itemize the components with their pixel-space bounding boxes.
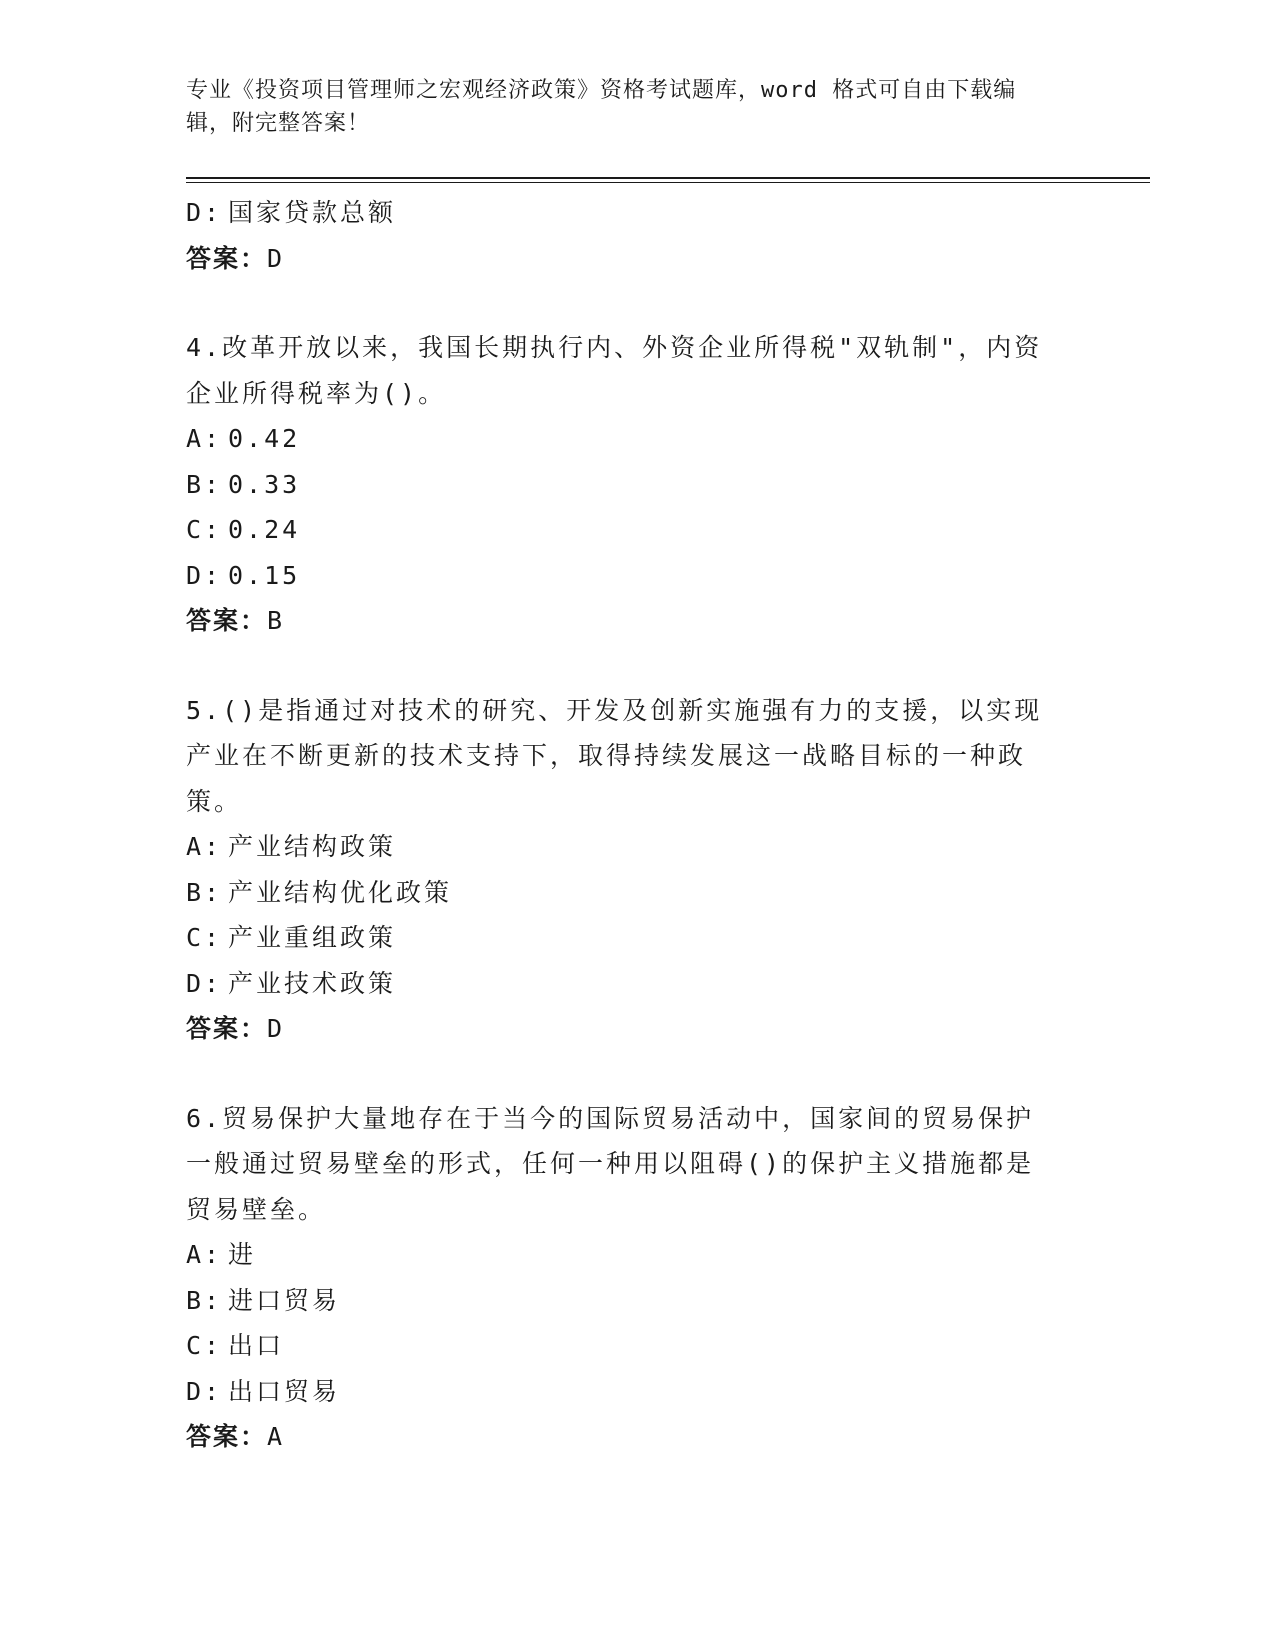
header-divider-thin [186,182,1150,183]
document-header [186,74,1066,140]
option-c [186,915,1066,961]
option-d [186,1369,1066,1415]
question-stem-line: 一般通过贸易壁垒的形式，任何一种用以阻碍()的保护主义措施都是 [186,1149,1035,1178]
header-line-2: 辑，附完整答案！ [186,111,371,136]
spacer [186,644,1066,688]
option-text: 产业结构政策 [228,832,397,861]
header-line-1: 专业《投资项目管理师之宏观经济政策》资格考试题库，word 格式可自由下载编 [186,78,1017,103]
option-text: 进 [228,1240,257,1269]
option-d [186,190,1066,236]
answer-label: 答案： [186,606,268,635]
question-stem-line: 6.贸易保护大量地存在于当今的国际贸易活动中，国家间的贸易保护 [186,1103,1035,1133]
option-text: 0.15 [228,560,301,590]
answer-value: A [267,1422,285,1451]
option-key: A: [186,424,223,453]
option-key: D: [186,968,223,998]
question-list [186,190,1066,1460]
option-b [186,1278,1066,1324]
header-divider-thick [186,177,1150,179]
question-stem-line: 5.()是指通过对技术的研究、开发及创新实施强有力的支援，以实现 [186,695,1043,725]
option-key: C: [186,515,223,544]
question-stem-line: 企业所得税率为()。 [186,378,447,408]
option-key: B: [186,1285,223,1315]
option-text: 国家贷款总额 [228,198,397,227]
option-key: A: [186,832,223,861]
question-stem-line: 4.改革开放以来，我国长期执行内、外资企业所得税"双轨制"，内资 [186,333,1043,362]
option-b [186,462,1066,508]
option-d [186,961,1066,1007]
option-key: D: [186,1376,223,1406]
option-a [186,824,1066,870]
option-key: B: [186,469,223,499]
option-key: D: [186,560,223,590]
option-a [186,1232,1066,1278]
question-6 [186,1096,1066,1460]
option-text: 0.24 [228,515,301,544]
option-c [186,507,1066,553]
answer-line [186,236,1066,282]
answer-value: D [267,1014,285,1043]
option-text: 产业技术政策 [228,968,397,998]
option-text: 出口 [228,1331,285,1360]
option-key: C: [186,1331,223,1360]
option-b [186,870,1066,916]
option-text: 产业结构优化政策 [228,877,453,907]
option-text: 0.33 [228,469,301,499]
option-key: C: [186,923,223,952]
question-5 [186,688,1066,1052]
answer-value: B [267,606,285,635]
question-stem-line: 产业在不断更新的技术支持下，取得持续发展这一战略目标的一种政 [186,741,1027,770]
question-4 [186,325,1066,644]
option-text: 0.42 [228,424,301,453]
answer-label: 答案： [186,243,268,273]
option-key: D: [186,198,223,227]
option-a [186,416,1066,462]
question-stem-line: 贸易壁垒。 [186,1194,327,1224]
option-text: 进口贸易 [228,1285,341,1315]
spacer [186,281,1066,325]
question-stem-line: 策。 [186,786,243,816]
answer-label: 答案： [186,1422,268,1451]
option-text: 出口贸易 [228,1376,341,1406]
answer-label: 答案： [186,1014,268,1043]
answer-line [186,1006,1066,1052]
answer-value: D [267,243,285,273]
option-key: B: [186,877,223,907]
option-key: A: [186,1240,223,1269]
answer-line [186,598,1066,644]
answer-line [186,1414,1066,1460]
option-d [186,553,1066,599]
spacer [186,1052,1066,1096]
option-text: 产业重组政策 [228,923,397,952]
option-c [186,1323,1066,1369]
